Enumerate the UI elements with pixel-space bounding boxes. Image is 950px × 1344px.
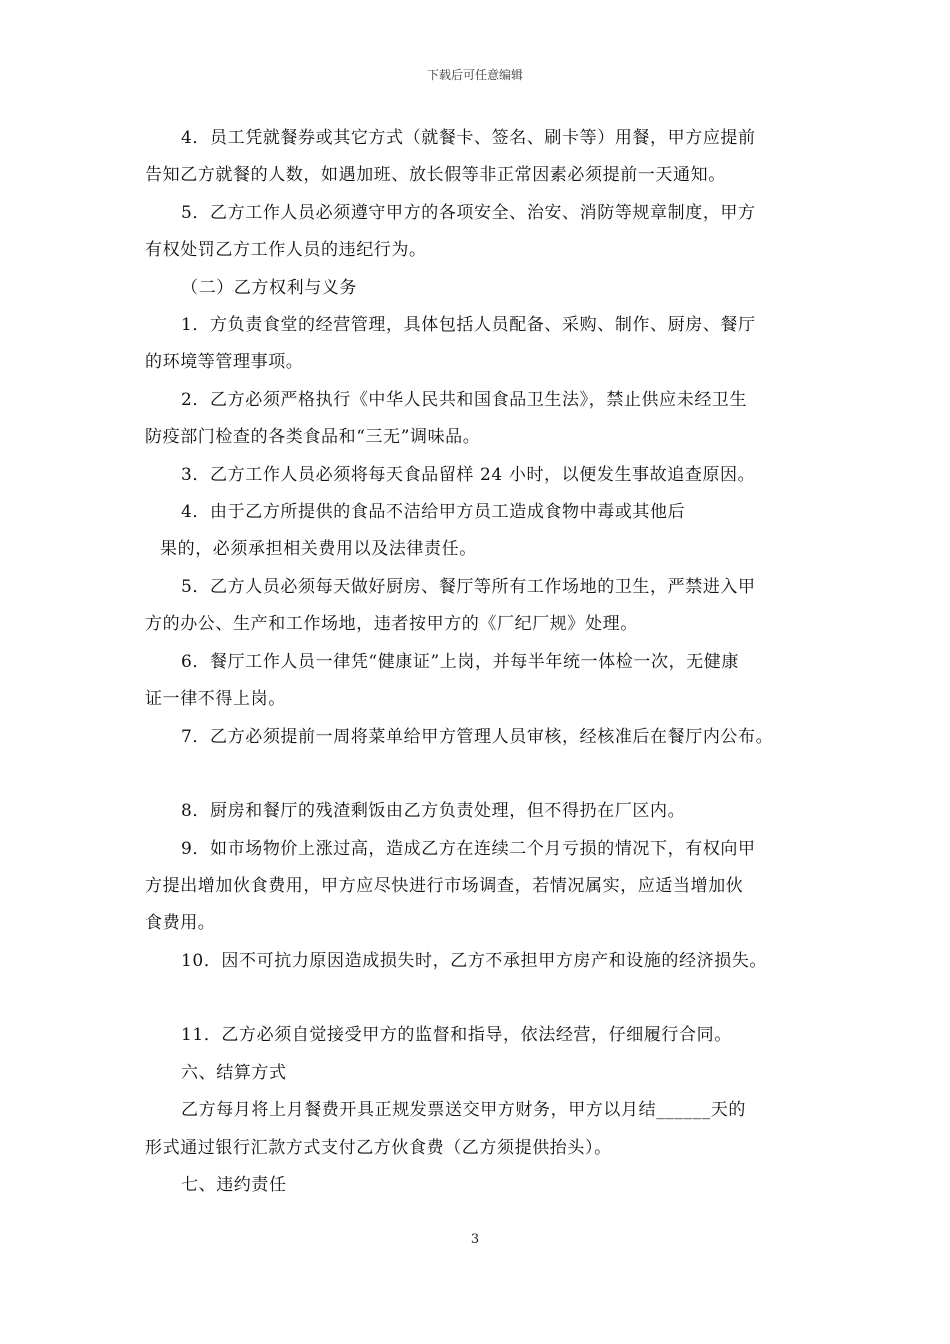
text-line: 方提出增加伙食费用，甲方应尽快进行市场调查，若情况属实，应适当增加伙: [145, 876, 744, 896]
text-line: 证一律不得上岗。: [145, 689, 286, 709]
text-line: 的环境等管理事项。: [145, 352, 304, 372]
text-line: 11．乙方必须自觉接受甲方的监督和指导，依法经营，仔细履行合同。: [181, 1025, 732, 1045]
text-line: 乙方每月将上月餐费开具正规发票送交甲方财务，甲方以月结______天的: [181, 1100, 746, 1120]
text-line: 1．方负责食堂的经营管理，具体包括人员配备、采购、制作、厨房、餐厅: [181, 315, 756, 335]
text-line: 2．乙方必须严格执行《中华人民共和国食品卫生法》，禁止供应未经卫生: [181, 390, 748, 410]
text-line: 5．乙方人员必须每天做好厨房、餐厅等所有工作场地的卫生，严禁进入甲: [181, 577, 756, 597]
text-line: 方的办公、生产和工作场地，违者按甲方的《厂纪厂规》处理。: [145, 614, 638, 634]
page-header: 下载后可任意编辑: [426, 68, 523, 82]
text-line: 形式通过银行汇款方式支付乙方伙食费（乙方须提供抬头）。: [145, 1138, 612, 1158]
text-line: 10．因不可抗力原因造成损失时，乙方不承担甲方房产和设施的经济损失。: [181, 951, 768, 971]
text-line: 食费用。: [145, 913, 216, 933]
text-line: 5．乙方工作人员必须遵守甲方的各项安全、治安、消防等规章制度，甲方: [181, 203, 756, 223]
section-heading: 六、结算方式: [181, 1063, 287, 1083]
text-line: 4．员工凭就餐券或其它方式（就餐卡、签名、刷卡等）用餐，甲方应提前: [181, 128, 756, 148]
text-line: 有权处罚乙方工作人员的违纪行为。: [145, 240, 427, 260]
section-heading: （二）乙方权利与义务: [181, 278, 357, 298]
text-line: 4．由于乙方所提供的食品不洁给甲方员工造成食物中毒或其他后: [181, 502, 686, 522]
text-line: 3．乙方工作人员必须将每天食品留样 24 小时，以便发生事故追查原因。: [181, 465, 756, 485]
text-line: 6．餐厅工作人员一律凭“健康证”上岗，并每半年统一体检一次，无健康: [181, 652, 739, 672]
text-line: 8．厨房和餐厅的残渣剩饭由乙方负责处理，但不得扔在厂区内。: [181, 801, 686, 821]
text-line: 告知乙方就餐的人数，如遇加班、放长假等非正常因素必须提前一天通知。: [145, 165, 726, 185]
text-line: 7．乙方必须提前一周将菜单给甲方管理人员审核，经核准后在餐厅内公布。: [181, 727, 774, 747]
text-line: 防疫部门检查的各类食品和“三无”调味品。: [145, 427, 481, 447]
section-heading: 七、违约责任: [181, 1175, 287, 1195]
text-line: 果的，必须承担相关费用以及法律责任。: [160, 539, 477, 559]
text-line: 9．如市场物价上涨过高，造成乙方在连续二个月亏损的情况下，有权向甲: [181, 839, 756, 859]
page-number: 3: [470, 1232, 480, 1247]
